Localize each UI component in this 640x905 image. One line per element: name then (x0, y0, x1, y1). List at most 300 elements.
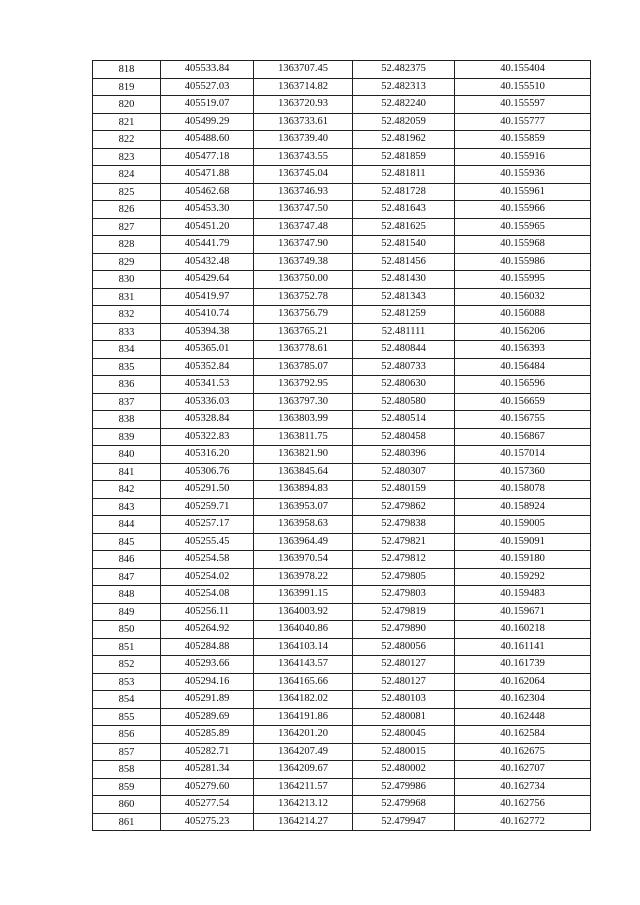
y-coordinate-cell: 1363803.99 (254, 411, 353, 429)
point-number-cell (93, 218, 161, 236)
latitude-cell: 52.479803 (353, 586, 455, 604)
latitude-cell: 52.480458 (353, 428, 455, 446)
table-row (93, 796, 591, 814)
y-coordinate-cell: 1364207.49 (254, 743, 353, 761)
point-number-text: 853 (118, 676, 135, 688)
longitude-cell: 40.161141 (455, 638, 591, 656)
table-row (93, 131, 591, 149)
x-coordinate-cell: 405256.11 (161, 603, 254, 621)
point-number-text: 831 (118, 291, 135, 303)
longitude-cell: 40.162734 (455, 778, 591, 796)
table-row (93, 393, 591, 411)
longitude-cell: 40.159671 (455, 603, 591, 621)
latitude-cell: 52.481859 (353, 148, 455, 166)
x-coordinate-cell: 405284.88 (161, 638, 254, 656)
latitude-cell: 52.481111 (353, 323, 455, 341)
point-number-text: 827 (118, 221, 135, 233)
x-coordinate-cell: 405488.60 (161, 131, 254, 149)
point-number-cell (93, 516, 161, 534)
y-coordinate-cell: 1363953.07 (254, 498, 353, 516)
latitude-cell: 52.480159 (353, 481, 455, 499)
latitude-cell: 52.480127 (353, 656, 455, 674)
table-row (93, 78, 591, 96)
point-number-text: 852 (118, 659, 135, 671)
point-number-text: 850 (118, 624, 135, 636)
point-number-cell (93, 446, 161, 464)
x-coordinate-cell: 405255.45 (161, 533, 254, 551)
y-coordinate-cell: 1364040.86 (254, 621, 353, 639)
y-coordinate-cell: 1364182.02 (254, 691, 353, 709)
point-number-text: 828 (118, 239, 135, 251)
y-coordinate-cell: 1363752.78 (254, 288, 353, 306)
point-number-cell (93, 96, 161, 114)
table-row (93, 376, 591, 394)
point-number-text: 851 (118, 641, 135, 653)
point-number-text: 829 (118, 256, 135, 268)
x-coordinate-cell: 405365.01 (161, 341, 254, 359)
point-number-cell (93, 166, 161, 184)
y-coordinate-cell: 1363746.93 (254, 183, 353, 201)
y-coordinate-cell: 1363821.90 (254, 446, 353, 464)
x-coordinate-cell: 405291.50 (161, 481, 254, 499)
longitude-cell: 40.155510 (455, 78, 591, 96)
point-number-text: 834 (118, 344, 135, 356)
x-coordinate-cell: 405264.92 (161, 621, 254, 639)
longitude-cell: 40.155965 (455, 218, 591, 236)
point-number-cell (93, 323, 161, 341)
y-coordinate-cell: 1363720.93 (254, 96, 353, 114)
y-coordinate-cell: 1363991.15 (254, 586, 353, 604)
point-number-text: 836 (118, 379, 135, 391)
point-number-text: 837 (118, 396, 135, 408)
point-number-text: 839 (118, 431, 135, 443)
point-number-text: 859 (118, 781, 135, 793)
point-number-text: 841 (118, 466, 135, 478)
longitude-cell: 40.155859 (455, 131, 591, 149)
x-coordinate-cell: 405254.02 (161, 568, 254, 586)
y-coordinate-cell: 1363894.83 (254, 481, 353, 499)
latitude-cell: 52.479986 (353, 778, 455, 796)
longitude-cell: 40.161739 (455, 656, 591, 674)
longitude-cell: 40.159005 (455, 516, 591, 534)
point-number-cell (93, 673, 161, 691)
y-coordinate-cell: 1363970.54 (254, 551, 353, 569)
coordinates-table-body (93, 61, 591, 831)
x-coordinate-cell: 405451.20 (161, 218, 254, 236)
y-coordinate-cell: 1364214.27 (254, 813, 353, 831)
y-coordinate-cell: 1364165.66 (254, 673, 353, 691)
coordinates-table (92, 60, 591, 831)
y-coordinate-cell: 1364213.12 (254, 796, 353, 814)
latitude-cell: 52.479805 (353, 568, 455, 586)
y-coordinate-cell: 1363778.61 (254, 341, 353, 359)
y-coordinate-cell: 1363958.63 (254, 516, 353, 534)
y-coordinate-cell: 1363747.50 (254, 201, 353, 219)
y-coordinate-cell: 1363792.95 (254, 376, 353, 394)
longitude-cell: 40.159180 (455, 551, 591, 569)
y-coordinate-cell: 1363797.30 (254, 393, 353, 411)
x-coordinate-cell: 405281.34 (161, 761, 254, 779)
y-coordinate-cell: 1363739.40 (254, 131, 353, 149)
y-coordinate-cell: 1364209.67 (254, 761, 353, 779)
latitude-cell: 52.481811 (353, 166, 455, 184)
point-number-text: 842 (118, 484, 135, 496)
y-coordinate-cell: 1363964.49 (254, 533, 353, 551)
longitude-cell: 40.157014 (455, 446, 591, 464)
point-number-cell (93, 236, 161, 254)
point-number-cell (93, 131, 161, 149)
x-coordinate-cell: 405293.66 (161, 656, 254, 674)
x-coordinate-cell: 405453.30 (161, 201, 254, 219)
longitude-cell: 40.156659 (455, 393, 591, 411)
point-number-cell (93, 796, 161, 814)
point-number-text: 818 (118, 64, 135, 76)
point-number-cell (93, 78, 161, 96)
point-number-cell (93, 813, 161, 831)
longitude-cell: 40.155968 (455, 236, 591, 254)
point-number-cell (93, 183, 161, 201)
longitude-cell: 40.162772 (455, 813, 591, 831)
longitude-cell: 40.156088 (455, 306, 591, 324)
table-row (93, 148, 591, 166)
point-number-cell (93, 568, 161, 586)
x-coordinate-cell: 405259.71 (161, 498, 254, 516)
latitude-cell: 52.479890 (353, 621, 455, 639)
point-number-text: 824 (118, 169, 135, 181)
table-row (93, 271, 591, 289)
table-row (93, 603, 591, 621)
point-number-text: 822 (118, 134, 135, 146)
table-row (93, 341, 591, 359)
table-row (93, 481, 591, 499)
point-number-cell (93, 411, 161, 429)
y-coordinate-cell: 1363743.55 (254, 148, 353, 166)
longitude-cell: 40.162675 (455, 743, 591, 761)
x-coordinate-cell: 405289.69 (161, 708, 254, 726)
point-number-cell (93, 306, 161, 324)
point-number-cell (93, 393, 161, 411)
latitude-cell: 52.480045 (353, 726, 455, 744)
x-coordinate-cell: 405282.71 (161, 743, 254, 761)
latitude-cell: 52.480015 (353, 743, 455, 761)
point-number-cell (93, 708, 161, 726)
latitude-cell: 52.480630 (353, 376, 455, 394)
longitude-cell: 40.159483 (455, 586, 591, 604)
longitude-cell: 40.162584 (455, 726, 591, 744)
x-coordinate-cell: 405285.89 (161, 726, 254, 744)
table-row (93, 691, 591, 709)
point-number-cell (93, 498, 161, 516)
longitude-cell: 40.155966 (455, 201, 591, 219)
y-coordinate-cell: 1363978.22 (254, 568, 353, 586)
table-row (93, 183, 591, 201)
x-coordinate-cell: 405410.74 (161, 306, 254, 324)
table-row (93, 586, 591, 604)
table-row (93, 236, 591, 254)
point-number-text: 857 (118, 746, 135, 758)
point-number-text: 820 (118, 99, 135, 111)
table-row (93, 113, 591, 131)
point-number-text: 860 (118, 799, 135, 811)
table-row (93, 551, 591, 569)
latitude-cell: 52.480396 (353, 446, 455, 464)
x-coordinate-cell: 405277.54 (161, 796, 254, 814)
point-number-cell (93, 271, 161, 289)
longitude-cell: 40.155961 (455, 183, 591, 201)
longitude-cell: 40.158924 (455, 498, 591, 516)
latitude-cell: 52.482059 (353, 113, 455, 131)
longitude-cell: 40.156206 (455, 323, 591, 341)
x-coordinate-cell: 405527.03 (161, 78, 254, 96)
x-coordinate-cell: 405275.23 (161, 813, 254, 831)
point-number-cell (93, 428, 161, 446)
point-number-text: 846 (118, 554, 135, 566)
point-number-text: 840 (118, 449, 135, 461)
latitude-cell: 52.480844 (353, 341, 455, 359)
table-row (93, 813, 591, 831)
point-number-cell (93, 603, 161, 621)
point-number-cell (93, 621, 161, 639)
point-number-text: 854 (118, 694, 135, 706)
point-number-cell (93, 533, 161, 551)
longitude-cell: 40.155404 (455, 61, 591, 79)
y-coordinate-cell: 1363707.45 (254, 61, 353, 79)
point-number-text: 819 (118, 81, 135, 93)
point-number-cell (93, 726, 161, 744)
table-row (93, 96, 591, 114)
point-number-text: 833 (118, 326, 135, 338)
longitude-cell: 40.159292 (455, 568, 591, 586)
latitude-cell: 52.482240 (353, 96, 455, 114)
point-number-cell (93, 148, 161, 166)
table-row (93, 778, 591, 796)
y-coordinate-cell: 1363765.21 (254, 323, 353, 341)
longitude-cell: 40.156032 (455, 288, 591, 306)
latitude-cell: 52.481430 (353, 271, 455, 289)
longitude-cell: 40.162064 (455, 673, 591, 691)
table-row (93, 446, 591, 464)
latitude-cell: 52.479812 (353, 551, 455, 569)
table-row (93, 61, 591, 79)
x-coordinate-cell: 405432.48 (161, 253, 254, 271)
y-coordinate-cell: 1363747.90 (254, 236, 353, 254)
table-row (93, 288, 591, 306)
latitude-cell: 52.480514 (353, 411, 455, 429)
table-row (93, 568, 591, 586)
point-number-cell (93, 341, 161, 359)
y-coordinate-cell: 1363714.82 (254, 78, 353, 96)
x-coordinate-cell: 405328.84 (161, 411, 254, 429)
point-number-text: 823 (118, 151, 135, 163)
latitude-cell: 52.479862 (353, 498, 455, 516)
y-coordinate-cell: 1363750.00 (254, 271, 353, 289)
table-row (93, 638, 591, 656)
y-coordinate-cell: 1363811.75 (254, 428, 353, 446)
point-number-text: 849 (118, 606, 135, 618)
latitude-cell: 52.482375 (353, 61, 455, 79)
point-number-cell (93, 113, 161, 131)
longitude-cell: 40.156867 (455, 428, 591, 446)
point-number-text: 838 (118, 414, 135, 426)
x-coordinate-cell: 405341.53 (161, 376, 254, 394)
latitude-cell: 52.481962 (353, 131, 455, 149)
x-coordinate-cell: 405306.76 (161, 463, 254, 481)
point-number-text: 847 (118, 571, 135, 583)
x-coordinate-cell: 405429.64 (161, 271, 254, 289)
table-row (93, 621, 591, 639)
point-number-cell (93, 358, 161, 376)
point-number-cell (93, 61, 161, 79)
longitude-cell: 40.160218 (455, 621, 591, 639)
point-number-text: 843 (118, 501, 135, 513)
table-row (93, 253, 591, 271)
y-coordinate-cell: 1363745.04 (254, 166, 353, 184)
latitude-cell: 52.480307 (353, 463, 455, 481)
x-coordinate-cell: 405322.83 (161, 428, 254, 446)
longitude-cell: 40.155916 (455, 148, 591, 166)
table-row (93, 201, 591, 219)
y-coordinate-cell: 1364003.92 (254, 603, 353, 621)
longitude-cell: 40.155986 (455, 253, 591, 271)
x-coordinate-cell: 405254.58 (161, 551, 254, 569)
longitude-cell: 40.162304 (455, 691, 591, 709)
point-number-text: 844 (118, 519, 135, 531)
x-coordinate-cell: 405477.18 (161, 148, 254, 166)
x-coordinate-cell: 405291.89 (161, 691, 254, 709)
point-number-cell (93, 376, 161, 394)
point-number-cell (93, 656, 161, 674)
table-row (93, 516, 591, 534)
point-number-text: 848 (118, 589, 135, 601)
latitude-cell: 52.480580 (353, 393, 455, 411)
point-number-text: 825 (118, 186, 135, 198)
point-number-cell (93, 481, 161, 499)
longitude-cell: 40.158078 (455, 481, 591, 499)
table-row (93, 726, 591, 744)
x-coordinate-cell: 405462.68 (161, 183, 254, 201)
table-row (93, 166, 591, 184)
point-number-cell (93, 586, 161, 604)
x-coordinate-cell: 405279.60 (161, 778, 254, 796)
x-coordinate-cell: 405519.07 (161, 96, 254, 114)
longitude-cell: 40.156596 (455, 376, 591, 394)
x-coordinate-cell: 405257.17 (161, 516, 254, 534)
y-coordinate-cell: 1364191.86 (254, 708, 353, 726)
point-number-cell (93, 463, 161, 481)
latitude-cell: 52.479838 (353, 516, 455, 534)
point-number-cell (93, 201, 161, 219)
point-number-cell (93, 778, 161, 796)
y-coordinate-cell: 1364143.57 (254, 656, 353, 674)
table-row (93, 761, 591, 779)
table-row (93, 743, 591, 761)
table-row (93, 358, 591, 376)
table-row (93, 428, 591, 446)
longitude-cell: 40.156755 (455, 411, 591, 429)
x-coordinate-cell: 405471.88 (161, 166, 254, 184)
longitude-cell: 40.159091 (455, 533, 591, 551)
latitude-cell: 52.480056 (353, 638, 455, 656)
table-row (93, 411, 591, 429)
table-row (93, 306, 591, 324)
point-number-text: 856 (118, 729, 135, 741)
longitude-cell: 40.156484 (455, 358, 591, 376)
longitude-cell: 40.155936 (455, 166, 591, 184)
x-coordinate-cell: 405499.29 (161, 113, 254, 131)
latitude-cell: 52.481643 (353, 201, 455, 219)
longitude-cell: 40.155995 (455, 271, 591, 289)
longitude-cell: 40.162756 (455, 796, 591, 814)
latitude-cell: 52.481625 (353, 218, 455, 236)
y-coordinate-cell: 1363747.48 (254, 218, 353, 236)
latitude-cell: 52.482313 (353, 78, 455, 96)
longitude-cell: 40.162448 (455, 708, 591, 726)
point-number-cell (93, 253, 161, 271)
latitude-cell: 52.481728 (353, 183, 455, 201)
y-coordinate-cell: 1364201.20 (254, 726, 353, 744)
table-row (93, 498, 591, 516)
y-coordinate-cell: 1363756.79 (254, 306, 353, 324)
latitude-cell: 52.479947 (353, 813, 455, 831)
point-number-cell (93, 551, 161, 569)
table-row (93, 673, 591, 691)
table-row (93, 533, 591, 551)
point-number-text: 855 (118, 711, 135, 723)
point-number-text: 826 (118, 204, 135, 216)
latitude-cell: 52.479968 (353, 796, 455, 814)
point-number-text: 858 (118, 764, 135, 776)
latitude-cell: 52.481540 (353, 236, 455, 254)
x-coordinate-cell: 405316.20 (161, 446, 254, 464)
point-number-text: 835 (118, 361, 135, 373)
x-coordinate-cell: 405441.79 (161, 236, 254, 254)
x-coordinate-cell: 405294.16 (161, 673, 254, 691)
table-row (93, 323, 591, 341)
point-number-text: 832 (118, 309, 135, 321)
x-coordinate-cell: 405336.03 (161, 393, 254, 411)
point-number-text: 861 (118, 816, 135, 828)
latitude-cell: 52.480081 (353, 708, 455, 726)
table-row (93, 656, 591, 674)
x-coordinate-cell: 405394.38 (161, 323, 254, 341)
point-number-cell (93, 638, 161, 656)
table-row (93, 463, 591, 481)
longitude-cell: 40.156393 (455, 341, 591, 359)
latitude-cell: 52.481259 (353, 306, 455, 324)
y-coordinate-cell: 1363733.61 (254, 113, 353, 131)
y-coordinate-cell: 1364211.57 (254, 778, 353, 796)
longitude-cell: 40.155597 (455, 96, 591, 114)
point-number-text: 845 (118, 536, 135, 548)
point-number-cell (93, 761, 161, 779)
table-row (93, 218, 591, 236)
x-coordinate-cell: 405419.97 (161, 288, 254, 306)
longitude-cell: 40.155777 (455, 113, 591, 131)
latitude-cell: 52.480002 (353, 761, 455, 779)
y-coordinate-cell: 1363785.07 (254, 358, 353, 376)
y-coordinate-cell: 1363845.64 (254, 463, 353, 481)
x-coordinate-cell: 405533.84 (161, 61, 254, 79)
table-row (93, 708, 591, 726)
y-coordinate-cell: 1363749.38 (254, 253, 353, 271)
latitude-cell: 52.479819 (353, 603, 455, 621)
point-number-cell (93, 288, 161, 306)
latitude-cell: 52.480103 (353, 691, 455, 709)
latitude-cell: 52.480127 (353, 673, 455, 691)
latitude-cell: 52.481456 (353, 253, 455, 271)
y-coordinate-cell: 1364103.14 (254, 638, 353, 656)
x-coordinate-cell: 405254.08 (161, 586, 254, 604)
